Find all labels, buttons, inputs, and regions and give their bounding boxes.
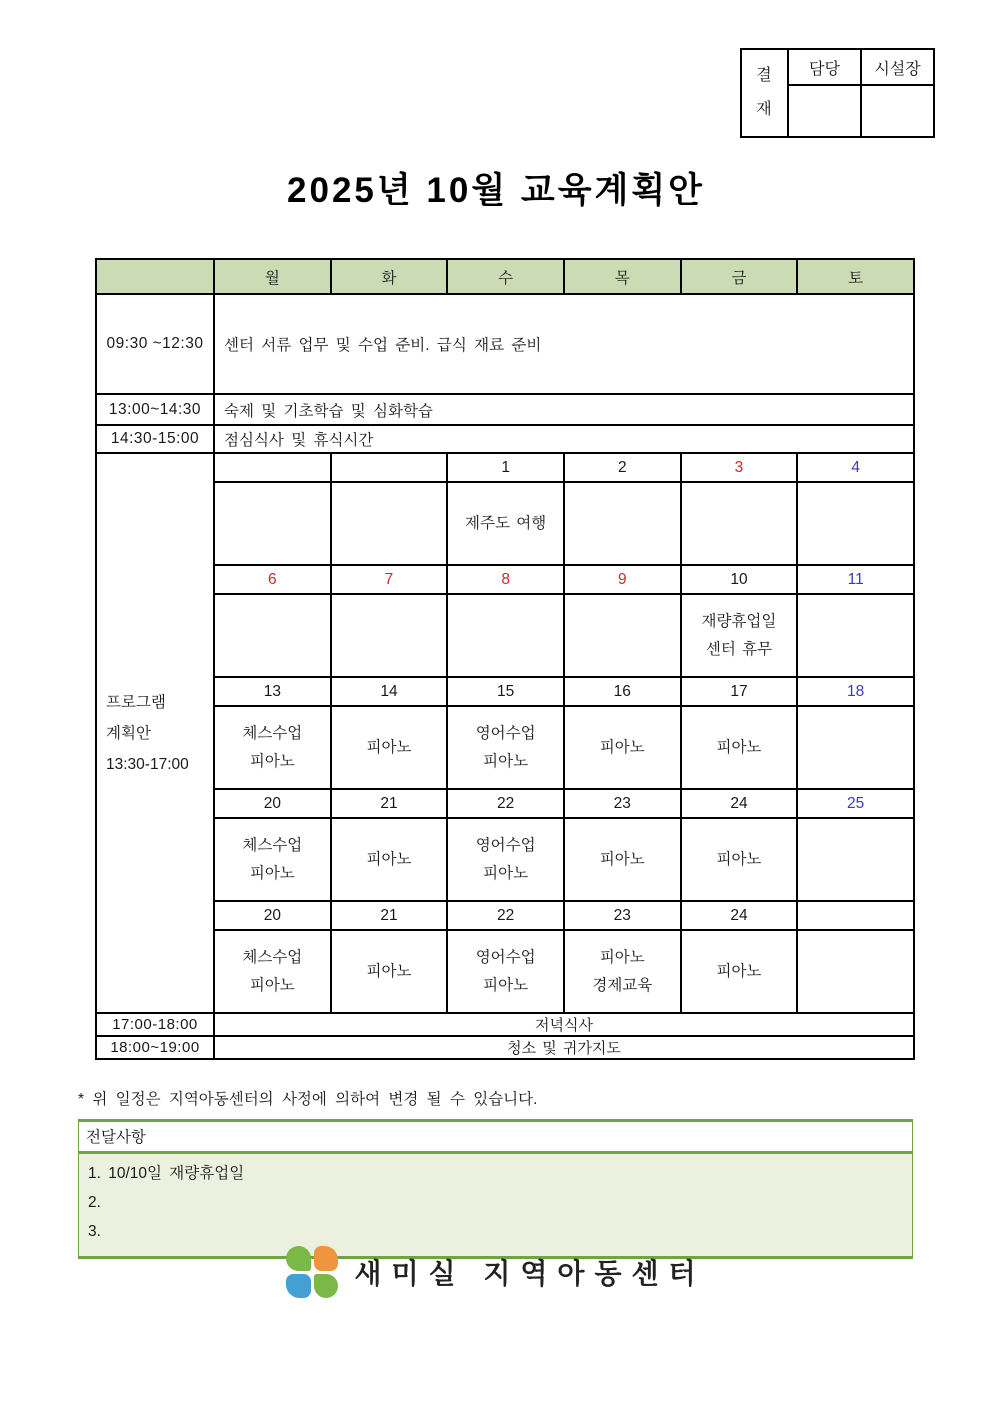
activity-cell: 피아노 [331, 930, 448, 1013]
time-cell: 17:00-18:00 [96, 1013, 214, 1036]
date-cell: 3 [681, 453, 798, 482]
activity-cell [564, 594, 681, 677]
date-cell: 6 [214, 565, 331, 594]
page-title: 2025년 10월 교육계획안 [287, 171, 705, 210]
time-cell: 13:00~14:30 [96, 394, 214, 425]
approval-stamp-label: 결재 [741, 49, 788, 137]
schedule-text-cell: 저녁식사 [214, 1013, 914, 1036]
notice-item-1: 1. 10/10일 재량휴업일 [88, 1165, 245, 1182]
schedule-text-cell: 점심식사 및 휴식시간 [214, 425, 914, 453]
logo-petal-bottom-left [286, 1274, 311, 1299]
schedule-corner-cell [96, 259, 214, 294]
logo-petal-bottom-right [314, 1274, 339, 1299]
center-logo-icon [286, 1246, 338, 1298]
notice-title: 전달사항 [79, 1119, 912, 1154]
date-cell [797, 901, 914, 930]
activity-cell: 피아노 [681, 706, 798, 789]
day-header-cell-4: 금 [681, 259, 798, 294]
time-cell: 18:00~19:00 [96, 1036, 214, 1059]
notice-body [79, 1154, 912, 1259]
activity-cell: 제주도 여행 [447, 482, 564, 565]
activity-cell: 영어수업 피아노 [447, 818, 564, 901]
date-cell [331, 453, 448, 482]
date-cell: 21 [331, 789, 448, 818]
date-cell: 13 [214, 677, 331, 706]
activity-cell: 재량휴업일 센터 휴무 [681, 594, 798, 677]
date-cell: 8 [447, 565, 564, 594]
time-cell: 14:30-15:00 [96, 425, 214, 453]
date-cell: 16 [564, 677, 681, 706]
date-cell: 22 [447, 901, 564, 930]
activity-cell [797, 930, 914, 1013]
day-header-cell-2: 수 [447, 259, 564, 294]
approval-col-director: 시설장 [861, 49, 934, 85]
date-cell: 15 [447, 677, 564, 706]
activity-cell [681, 482, 798, 565]
footnote: * 위 일정은 지역아동센터의 사정에 의하여 변경 될 수 있습니다. [78, 1091, 538, 1108]
day-header-cell-5: 토 [797, 259, 914, 294]
center-name: 새미실 지역아동센터 [354, 1258, 706, 1289]
activity-cell [797, 706, 914, 789]
activity-cell: 피아노 [564, 706, 681, 789]
activity-cell: 체스수업 피아노 [214, 818, 331, 901]
schedule-text-cell: 센터 서류 업무 및 수업 준비. 급식 재료 준비 [214, 294, 914, 394]
date-cell: 14 [331, 677, 448, 706]
date-cell: 4 [797, 453, 914, 482]
schedule-text-cell: 청소 및 귀가지도 [214, 1036, 914, 1059]
activity-cell [214, 594, 331, 677]
program-label-cell: 프로그램 계획안 13:30-17:00 [96, 453, 214, 1013]
activity-cell [797, 482, 914, 565]
approval-col-manager: 담당 [788, 49, 861, 85]
activity-cell: 피아노 [331, 706, 448, 789]
notice-item-2: 2. [88, 1194, 101, 1211]
date-cell: 20 [214, 789, 331, 818]
schedule-text-cell: 숙제 및 기초학습 및 심화학습 [214, 394, 914, 425]
logo-petal-top-right [314, 1246, 339, 1271]
date-cell: 2 [564, 453, 681, 482]
activity-cell [797, 818, 914, 901]
date-cell: 17 [681, 677, 798, 706]
activity-cell: 피아노 [681, 930, 798, 1013]
footer-logo [0, 1246, 992, 1298]
approval-signature-cell-director [861, 85, 934, 137]
date-cell: 25 [797, 789, 914, 818]
date-cell [214, 453, 331, 482]
activity-cell [331, 482, 448, 565]
date-cell: 24 [681, 901, 798, 930]
approval-stamp-table [740, 48, 935, 138]
activity-cell: 영어수업 피아노 [447, 930, 564, 1013]
day-header-cell-3: 목 [564, 259, 681, 294]
date-cell: 11 [797, 565, 914, 594]
schedule-table [95, 258, 915, 1060]
time-cell: 09:30 ~12:30 [96, 294, 214, 394]
activity-cell [797, 594, 914, 677]
date-cell: 24 [681, 789, 798, 818]
activity-cell [564, 482, 681, 565]
activity-cell: 영어수업 피아노 [447, 706, 564, 789]
date-cell: 9 [564, 565, 681, 594]
date-cell: 23 [564, 901, 681, 930]
day-header-cell-0: 월 [214, 259, 331, 294]
date-cell: 10 [681, 565, 798, 594]
activity-cell: 체스수업 피아노 [214, 930, 331, 1013]
date-cell: 21 [331, 901, 448, 930]
activity-cell: 피아노 [331, 818, 448, 901]
activity-cell: 피아노 [564, 818, 681, 901]
date-cell: 1 [447, 453, 564, 482]
day-header-cell-1: 화 [331, 259, 448, 294]
date-cell: 22 [447, 789, 564, 818]
activity-cell: 체스수업 피아노 [214, 706, 331, 789]
date-cell: 23 [564, 789, 681, 818]
approval-signature-cell-manager [788, 85, 861, 137]
notice-item-3: 3. [88, 1223, 101, 1240]
date-cell: 18 [797, 677, 914, 706]
notice-box [78, 1119, 913, 1259]
activity-cell [214, 482, 331, 565]
logo-petal-top-left [286, 1246, 311, 1271]
activity-cell [331, 594, 448, 677]
date-cell: 20 [214, 901, 331, 930]
activity-cell: 피아노 경제교육 [564, 930, 681, 1013]
date-cell: 7 [331, 565, 448, 594]
activity-cell [447, 594, 564, 677]
activity-cell: 피아노 [681, 818, 798, 901]
